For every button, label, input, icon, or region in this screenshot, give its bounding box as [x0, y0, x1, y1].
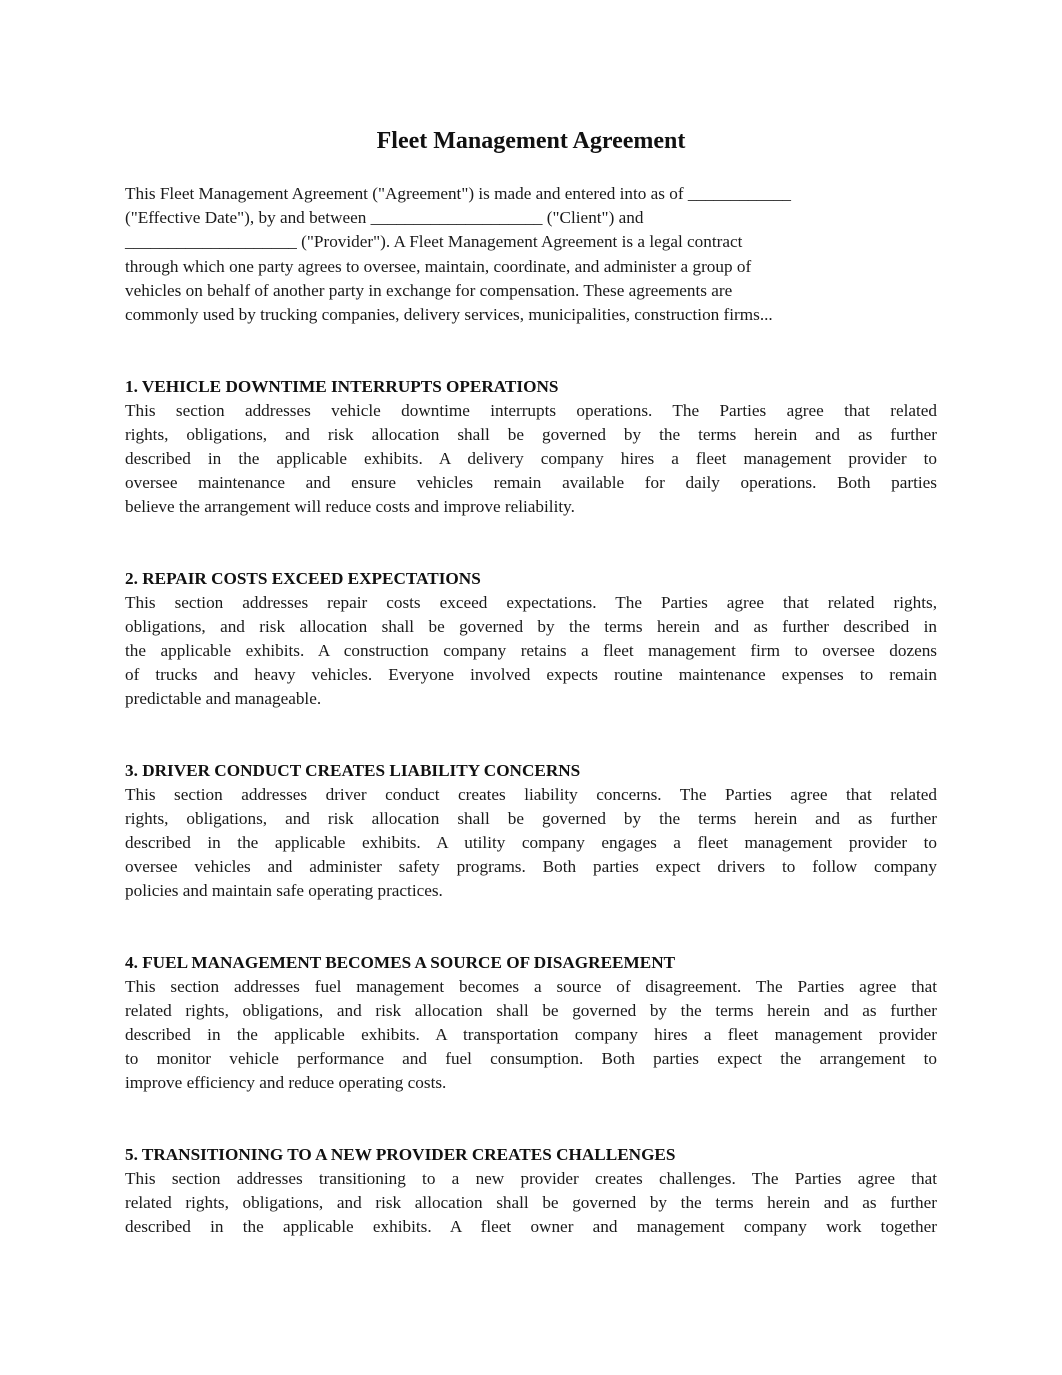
document-page: [125, 124, 937, 1239]
body-line: This section addresses vehicle downtime interrupts operations. The Parties agree that related: [125, 401, 937, 421]
body-line: to monitor vehicle performance and fuel consumption. Both parties expect the arrangement to: [125, 1049, 937, 1069]
body-line: oversee vehicles and administer safety programs. Both parties expect drivers to follow company: [125, 857, 937, 877]
section-heading: 2. REPAIR COSTS EXCEED EXPECTATIONS: [125, 569, 481, 589]
section-body: [125, 783, 937, 903]
section-heading: 5. TRANSITIONING TO A NEW PROVIDER CREATES CHALLENGES: [125, 1145, 676, 1165]
body-line: rights, obligations, and risk allocation shall be governed by the terms herein and as further: [125, 809, 937, 829]
section-4: [125, 951, 937, 1095]
section-heading: 1. VEHICLE DOWNTIME INTERRUPTS OPERATIONS: [125, 377, 559, 397]
body-line: believe the arrangement will reduce costs and improve reliability.: [125, 497, 575, 517]
body-line: rights, obligations, and risk allocation shall be governed by the terms herein and as further: [125, 425, 937, 445]
section-body: [125, 975, 937, 1095]
body-line: This section addresses transitioning to a new provider creates challenges. The Parties agree that: [125, 1169, 937, 1189]
section-body: [125, 591, 937, 711]
body-line: This section addresses repair costs exceed expectations. The Parties agree that related rights,: [125, 593, 937, 613]
section-body: [125, 1167, 937, 1239]
section-heading: 3. DRIVER CONDUCT CREATES LIABILITY CONCERNS: [125, 761, 581, 781]
body-line: oversee maintenance and ensure vehicles remain available for daily operations. Both parties: [125, 473, 937, 493]
intro-line: vehicles on behalf of another party in exchange for compensation. These agreements are: [125, 280, 733, 300]
intro-paragraph: [125, 182, 937, 327]
body-line: described in the applicable exhibits. A fleet owner and management company work together: [125, 1217, 937, 1237]
body-line: policies and maintain safe operating practices.: [125, 881, 443, 901]
body-line: improve efficiency and reduce operating costs.: [125, 1073, 447, 1093]
section-heading: 4. FUEL MANAGEMENT BECOMES A SOURCE OF DISAGREEMENT: [125, 953, 676, 973]
intro-line: through which one party agrees to oversee, maintain, coordinate, and administer a group of: [125, 256, 752, 276]
intro-line: commonly used by trucking companies, delivery services, municipalities, construction firms...: [125, 305, 773, 325]
section-body: [125, 399, 937, 519]
body-line: This section addresses driver conduct creates liability concerns. The Parties agree that related: [125, 785, 937, 805]
body-line: described in the applicable exhibits. A utility company engages a fleet management provider to: [125, 833, 937, 853]
body-line: This section addresses fuel management becomes a source of disagreement. The Parties agree that: [125, 977, 937, 997]
body-line: related rights, obligations, and risk allocation shall be governed by the terms herein and as further: [125, 1193, 937, 1213]
section-1: [125, 375, 937, 519]
document-title: Fleet Management Agreement: [376, 128, 686, 154]
intro-line: ____________________ ("Provider"). A Fleet Management Agreement is a legal contract: [125, 232, 743, 252]
intro-line: This Fleet Management Agreement ("Agreement") is made and entered into as of ____________: [125, 184, 792, 203]
body-line: of trucks and heavy vehicles. Everyone involved expects routine maintenance expenses to remain: [125, 665, 937, 685]
body-line: predictable and manageable.: [125, 689, 322, 709]
body-line: obligations, and risk allocation shall be governed by the terms herein and as further described in: [125, 617, 937, 637]
section-2: [125, 567, 937, 711]
body-line: related rights, obligations, and risk allocation shall be governed by the terms herein and as further: [125, 1001, 937, 1021]
body-line: described in the applicable exhibits. A transportation company hires a fleet management provider: [125, 1025, 937, 1045]
intro-line: ("Effective Date"), by and between ____________________ ("Client") and: [125, 208, 644, 228]
section-3: [125, 759, 937, 903]
body-line: the applicable exhibits. A construction company retains a fleet management firm to oversee dozens: [125, 641, 937, 661]
body-line: described in the applicable exhibits. A delivery company hires a fleet management provider to: [125, 449, 937, 469]
section-5: [125, 1143, 937, 1239]
